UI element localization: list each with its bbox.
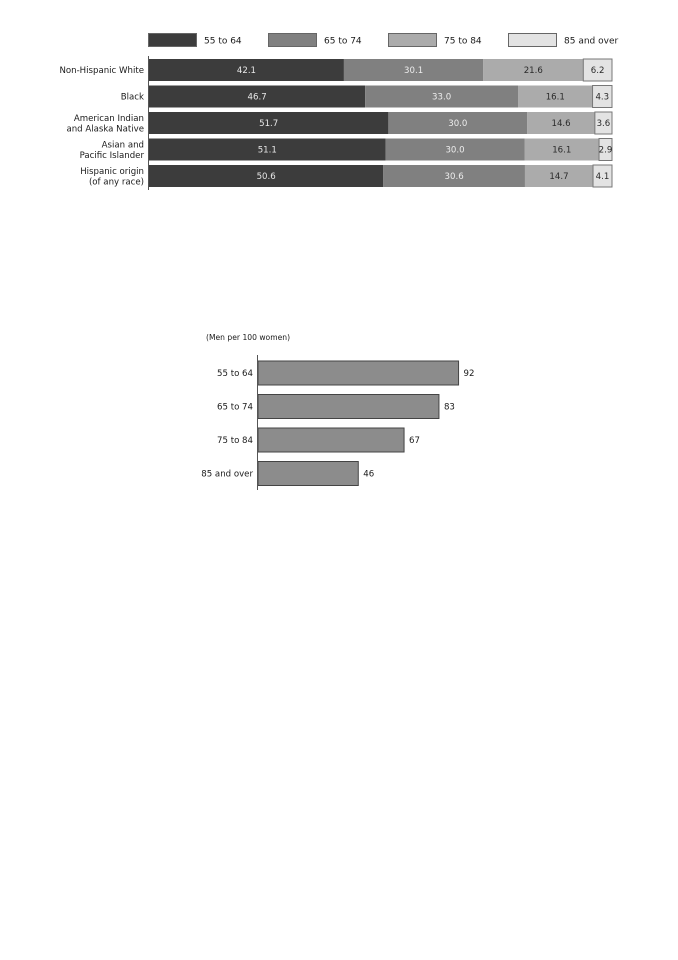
legend-label: 85 and over [564,36,619,47]
chart-subtitle: (Men per 100 women) [206,333,291,342]
data-label: 83 [443,402,455,413]
category-label: Hispanic origin (of any race) [80,167,144,188]
category-label: 55 to 64 [217,369,253,379]
data-label: 6.2 [590,66,605,76]
bar [258,361,459,385]
bar [258,428,404,452]
legend-label: 65 to 74 [324,36,362,47]
category-label: Asian and Pacific Islander [79,140,144,161]
category-label: American Indian and Alaska Native [66,114,144,135]
data-label: 46.7 [247,92,267,103]
category-labels [201,369,253,480]
data-label: 30.6 [444,172,464,182]
data-label: 30.1 [404,66,424,76]
data-label: 14.6 [551,119,571,129]
data-label: 4.1 [595,172,610,182]
category-label: 75 to 84 [217,436,253,446]
legend-label: 55 to 64 [204,36,242,47]
data-label: 14.7 [549,172,569,182]
category-label: 65 to 74 [217,402,253,413]
category-label: Black [120,92,144,103]
data-label: 46 [363,469,375,480]
data-label: 50.6 [256,172,276,182]
category-label: Non-Hispanic White [59,66,144,76]
data-label: 2.9 [598,145,613,156]
category-label: 85 and over [201,469,253,480]
data-label: 21.6 [523,66,543,76]
bar [258,462,358,486]
bar [258,395,439,419]
data-label: 30.0 [445,145,465,156]
data-label: 4.3 [595,92,610,103]
data-label: 67 [409,436,420,446]
data-label: 51.7 [259,119,279,129]
data-label: 16.1 [545,92,565,103]
data-label: 42.1 [236,66,257,76]
data-label: 3.6 [596,119,611,129]
bars [258,361,474,486]
data-label: 30.0 [448,119,468,129]
data-label: 33.0 [432,92,452,103]
legend-label: 75 to 84 [444,36,482,47]
data-label: 51.1 [257,145,277,156]
data-label: 92 [463,369,475,379]
data-label: 16.1 [552,145,572,156]
